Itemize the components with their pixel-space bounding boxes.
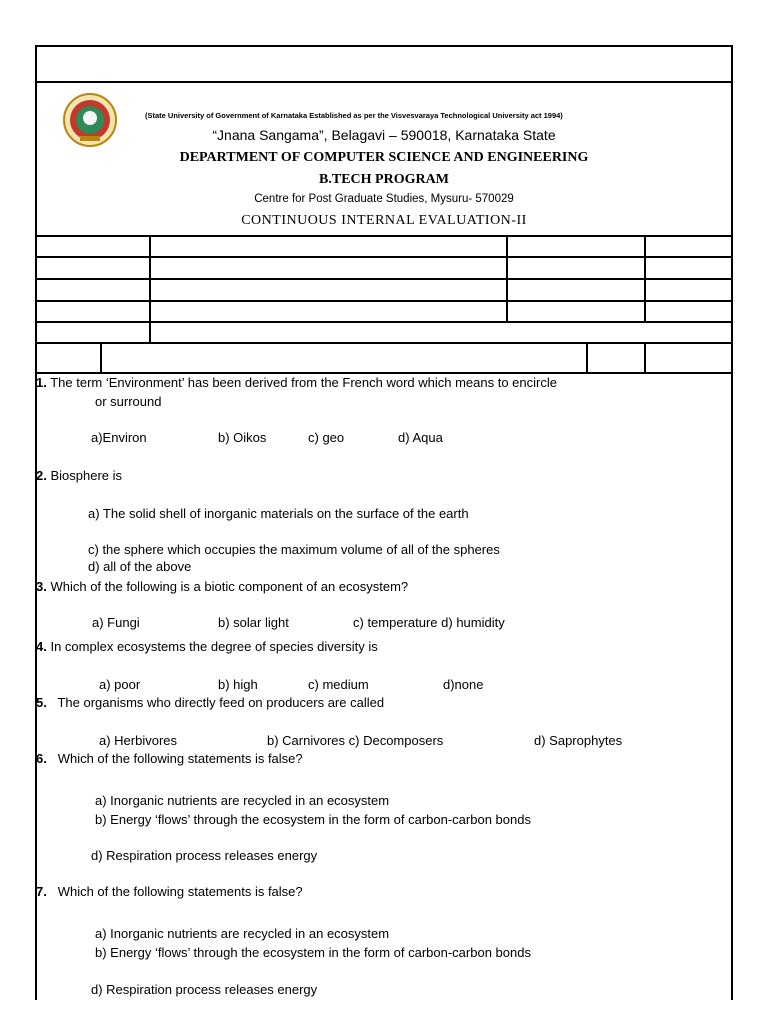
- q1-option-b: b) Oikos: [218, 430, 267, 445]
- question-5: 5. The organisms who directly feed on producers are called: [36, 695, 385, 710]
- q7-option-b: b) Energy ‘flows’ through the ecosystem in the form of carbon-carbon bonds: [95, 945, 531, 960]
- q5-option-bc: b) Carnivores c) Decomposers: [267, 733, 444, 748]
- q4-option-a: a) poor: [99, 677, 141, 692]
- question-1: 1. The term ‘Environment’ has been derived from the French word which means to encircle: [36, 375, 557, 390]
- q6-option-b: b) Energy ‘flows’ through the ecosystem in the form of carbon-carbon bonds: [95, 812, 531, 827]
- table-rule-6: [35, 342, 733, 344]
- q1-option-a: a)Environ: [91, 430, 147, 445]
- q3-option-b: b) solar light: [218, 615, 289, 630]
- q1-option-d: d) Aqua: [398, 430, 443, 445]
- table-col-6: [644, 342, 646, 373]
- q7-option-d: d) Respiration process releases energy: [91, 982, 318, 997]
- q2-option-a: a) The solid shell of inorganic materials on the surface of the earth: [88, 506, 469, 521]
- table-rule-7: [35, 372, 733, 374]
- q4-option-c: c) medium: [308, 677, 369, 692]
- question-1-cont: or surround: [95, 394, 162, 409]
- university-address: “Jnana Sangama”, Belagavi – 590018, Karnataka State: [212, 127, 556, 143]
- table-col-1: [149, 235, 151, 343]
- department-title: DEPARTMENT OF COMPUTER SCIENCE AND ENGINEERING: [179, 150, 589, 165]
- q2-option-d: d) all of the above: [88, 559, 192, 574]
- question-7: 7. Which of the following statements is false?: [36, 884, 303, 899]
- q1-option-c: c) geo: [308, 430, 345, 445]
- table-col-3: [644, 235, 646, 322]
- question-2: 2. Biosphere is: [36, 468, 123, 483]
- centre-address: Centre for Post Graduate Studies, Mysuru- 570029: [254, 193, 514, 205]
- university-subtitle: (State University of Government of Karnataka Established as per the Visvesvaraya Technological University act 1994): [145, 111, 563, 120]
- table-rule-1: [35, 235, 733, 237]
- q3-option-cd: c) temperature d) humidity: [353, 615, 505, 630]
- q3-option-a: a) Fungi: [92, 615, 140, 630]
- table-rule-3: [35, 278, 733, 280]
- q4-option-d: d)none: [443, 677, 484, 692]
- question-6: 6. Which of the following statements is false?: [36, 751, 303, 766]
- q5-option-d: d) Saprophytes: [534, 733, 623, 748]
- header-top-rule: [35, 81, 733, 83]
- table-rule-2: [35, 256, 733, 258]
- q5-option-a: a) Herbivores: [99, 733, 178, 748]
- table-col-4: [100, 342, 102, 373]
- q6-option-a: a) Inorganic nutrients are recycled in an ecosystem: [95, 793, 390, 808]
- table-rule-5: [35, 321, 733, 323]
- exam-title: CONTINUOUS INTERNAL EVALUATION-II: [241, 213, 527, 228]
- question-3: 3. Which of the following is a biotic component of an ecosystem?: [36, 579, 409, 594]
- q6-option-d: d) Respiration process releases energy: [91, 848, 318, 863]
- table-col-2: [506, 235, 508, 322]
- q7-option-a: a) Inorganic nutrients are recycled in an ecosystem: [95, 926, 390, 941]
- table-rule-4: [35, 300, 733, 302]
- table-col-5: [586, 342, 588, 373]
- question-4: 4. In complex ecosystems the degree of species diversity is: [36, 639, 378, 654]
- program-title: B.TECH PROGRAM: [319, 172, 449, 187]
- q2-option-c: c) the sphere which occupies the maximum volume of all of the spheres: [88, 542, 500, 557]
- q4-option-b: b) high: [218, 677, 258, 692]
